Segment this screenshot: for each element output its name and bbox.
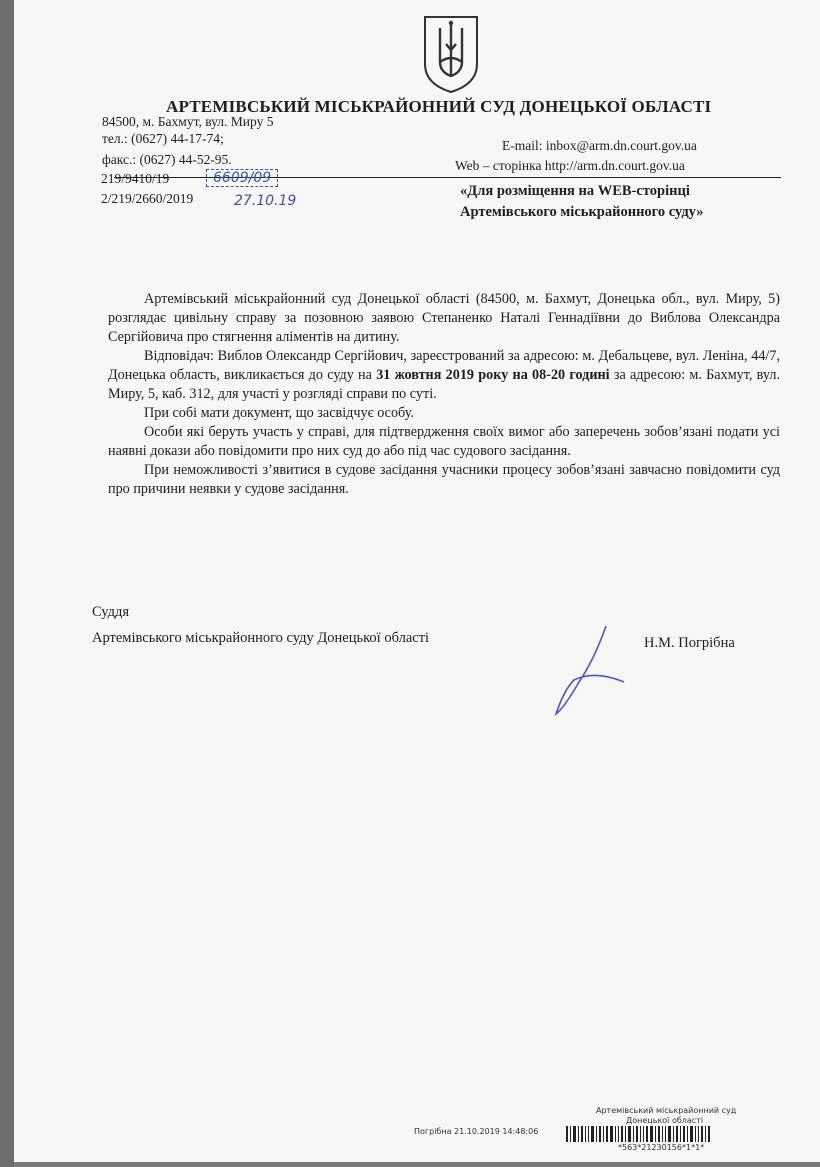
barcode-text: *563*21230156*1*1* <box>618 1143 705 1152</box>
paragraph-case: Артемівський міськрайонний суд Донецької області (84500, м. Бахмут, Донецька обл., вул. Миру, 5) розглядає цивільну справу за позовною заявою Степаненко Наталі Геннадіївни до Виблова Олександра Сергійовича про стягнення аліментів на дитину. <box>108 291 780 345</box>
court-phone: тел.: (0627) 44-17-74; <box>102 131 224 146</box>
handwritten-date: 27.10.19 <box>234 193 297 209</box>
notice-body <box>108 290 780 499</box>
judge-name: Н.М. Погрібна <box>644 635 735 651</box>
handwritten-reg-number: 6609/09 <box>206 169 278 187</box>
court-title: АРТЕМІВСЬКИЙ МІСЬКРАЙОННИЙ СУД ДОНЕЦЬКОЇ ОБЛАСТІ <box>166 97 712 116</box>
signature-role: Суддя <box>92 604 130 620</box>
coat-of-arms-icon <box>422 14 480 94</box>
court-address: 84500, м. Бахмут, вул. Миру 5 <box>102 114 274 129</box>
scan-edge <box>0 0 14 1167</box>
case-number-2: 2/219/2660/2019 <box>101 191 194 206</box>
paragraph-evidence: Особи які беруть участь у справі, для підтвердження своїх вимог або заперечень зобов’язані подати усі наявні докази або повідомити про них суд до або під час судового засідання. <box>108 424 780 459</box>
footer-court-line-1: Артемівський міськрайонний суд <box>596 1106 737 1115</box>
court-email: E-mail: inbox@arm.dn.court.gov.ua <box>502 138 697 153</box>
signature-court: Артемівського міськрайонного суду Донецької області <box>92 630 430 646</box>
court-fax: факс.: (0627) 44-52-95. <box>102 152 232 167</box>
case-number-1: 219/9410/19 <box>101 171 170 186</box>
document-page <box>14 0 820 1162</box>
web-placement-note: «Для розміщення на WEB-сторінці Артемівського міськрайонного суду» <box>460 183 704 220</box>
judge-signature-icon <box>534 620 644 720</box>
paragraph-absence: При неможливості з’явитися в судове засідання учасники процесу зобов’язані завчасно повідомити суд про причини неявки у судове засідання. <box>108 462 780 497</box>
footer-court-line-2: Донецької області <box>626 1116 704 1125</box>
court-website: Web – сторінка http://arm.dn.court.gov.ua <box>455 158 685 173</box>
paragraph-id: При собі мати документ, що засвідчує особу. <box>144 405 414 421</box>
paragraph-summons: Відповідач: Виблов Олександр Сергійович, зареєстрований за адресою: м. Дебальцеве, вул. Леніна, 44/7, Донецька область, викликається до суду на 31 жовтня 2019 року на 08-20 годині за адресою: м. Бахмут, вул. Миру, 5, каб. 312, для участі у розгляді справи по суті. <box>108 348 780 402</box>
hearing-datetime: 31 жовтня 2019 року на 08-20 годині <box>376 367 610 383</box>
footer-stamp: Погрібна 21.10.2019 14:48:06 <box>414 1127 539 1136</box>
document-barcode <box>566 1126 814 1142</box>
